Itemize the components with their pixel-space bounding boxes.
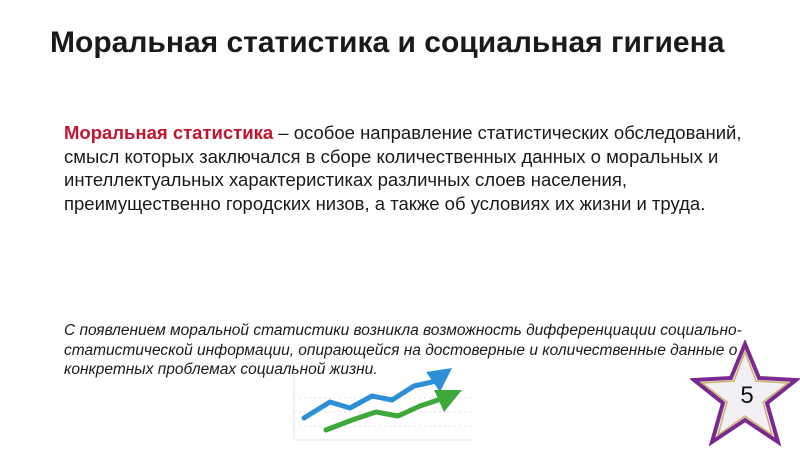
page-number: 5 [740,382,754,409]
definition-text: – особое направление статистических обследований, смысл которых заключался в сборе количественных данных о моральных и интеллектуальных характеристиках различных слоев населения, преимущественно городских низов, а также об условиях их жизни и труда. [64,122,742,214]
growth-arrows-icon [286,356,476,446]
note-paragraph: С появлением моральной статистики возникла возможность дифференциации социально-статистической информации, опирающейся на достоверные и количественные данные о конкретных проблемах социальной жизни. [64,322,742,378]
definition-paragraph [64,121,744,215]
definition-term: Моральная статистика [64,122,274,143]
slide-title: Моральная статистика и социальная гигиена [50,26,725,59]
